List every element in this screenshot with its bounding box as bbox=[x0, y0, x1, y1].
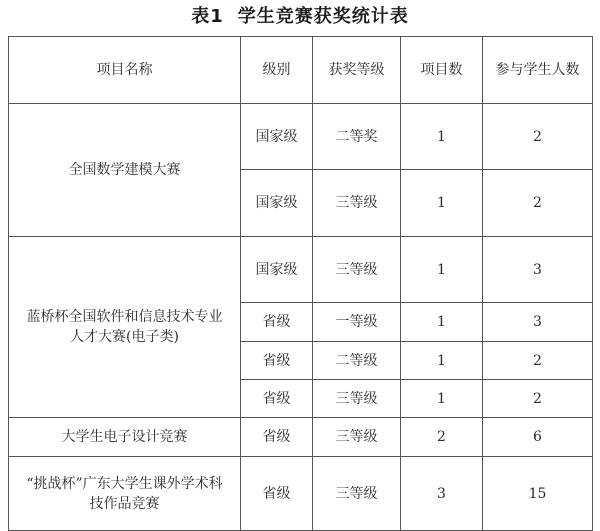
award-cell: 二等级 bbox=[313, 342, 401, 380]
level-cell: 国家级 bbox=[241, 170, 313, 237]
students-cell: 3 bbox=[483, 237, 593, 303]
level-cell: 省级 bbox=[241, 303, 313, 342]
count-cell: 1 bbox=[401, 380, 483, 418]
students-cell: 2 bbox=[483, 170, 593, 237]
award-cell: 三等级 bbox=[313, 457, 401, 531]
award-cell: 三等级 bbox=[313, 237, 401, 303]
award-cell: 二等奖 bbox=[313, 104, 401, 170]
students-cell: 15 bbox=[483, 457, 593, 531]
table-title bbox=[0, 0, 600, 34]
table-header-row bbox=[9, 37, 593, 104]
header-student-count: 参与学生人数 bbox=[483, 37, 593, 104]
award-cell: 三等级 bbox=[313, 380, 401, 418]
students-cell: 2 bbox=[483, 380, 593, 418]
level-cell: 省级 bbox=[241, 457, 313, 531]
level-cell: 省级 bbox=[241, 418, 313, 457]
header-project-name: 项目名称 bbox=[9, 37, 241, 104]
project-name-cell: 大学生电子设计竞赛 bbox=[9, 418, 241, 457]
students-cell: 2 bbox=[483, 104, 593, 170]
count-cell: 1 bbox=[401, 342, 483, 380]
award-cell: 三等级 bbox=[313, 418, 401, 457]
table-row bbox=[9, 418, 593, 457]
students-cell: 3 bbox=[483, 303, 593, 342]
level-cell: 国家级 bbox=[241, 237, 313, 303]
table-number: 表1 bbox=[191, 6, 224, 27]
count-cell: 1 bbox=[401, 303, 483, 342]
award-cell: 三等级 bbox=[313, 170, 401, 237]
table-title-text: 学生竞赛获奖统计表 bbox=[237, 6, 409, 27]
students-cell: 2 bbox=[483, 342, 593, 380]
project-name-cell: 蓝桥杯全国软件和信息技术专业人才大赛(电子类) bbox=[9, 237, 241, 418]
award-statistics-table bbox=[8, 36, 593, 531]
header-award-grade: 获奖等级 bbox=[313, 37, 401, 104]
award-cell: 一等级 bbox=[313, 303, 401, 342]
project-name-cell: “挑战杯”广东大学生课外学术科技作品竞赛 bbox=[9, 457, 241, 531]
level-cell: 国家级 bbox=[241, 104, 313, 170]
table-row bbox=[9, 457, 593, 531]
count-cell: 2 bbox=[401, 418, 483, 457]
students-cell: 6 bbox=[483, 418, 593, 457]
count-cell: 3 bbox=[401, 457, 483, 531]
count-cell: 1 bbox=[401, 104, 483, 170]
level-cell: 省级 bbox=[241, 342, 313, 380]
header-level: 级别 bbox=[241, 37, 313, 104]
level-cell: 省级 bbox=[241, 380, 313, 418]
table-row bbox=[9, 104, 593, 170]
count-cell: 1 bbox=[401, 170, 483, 237]
count-cell: 1 bbox=[401, 237, 483, 303]
header-project-count: 项目数 bbox=[401, 37, 483, 104]
table-row bbox=[9, 237, 593, 303]
project-name-cell: 全国数学建模大赛 bbox=[9, 104, 241, 237]
